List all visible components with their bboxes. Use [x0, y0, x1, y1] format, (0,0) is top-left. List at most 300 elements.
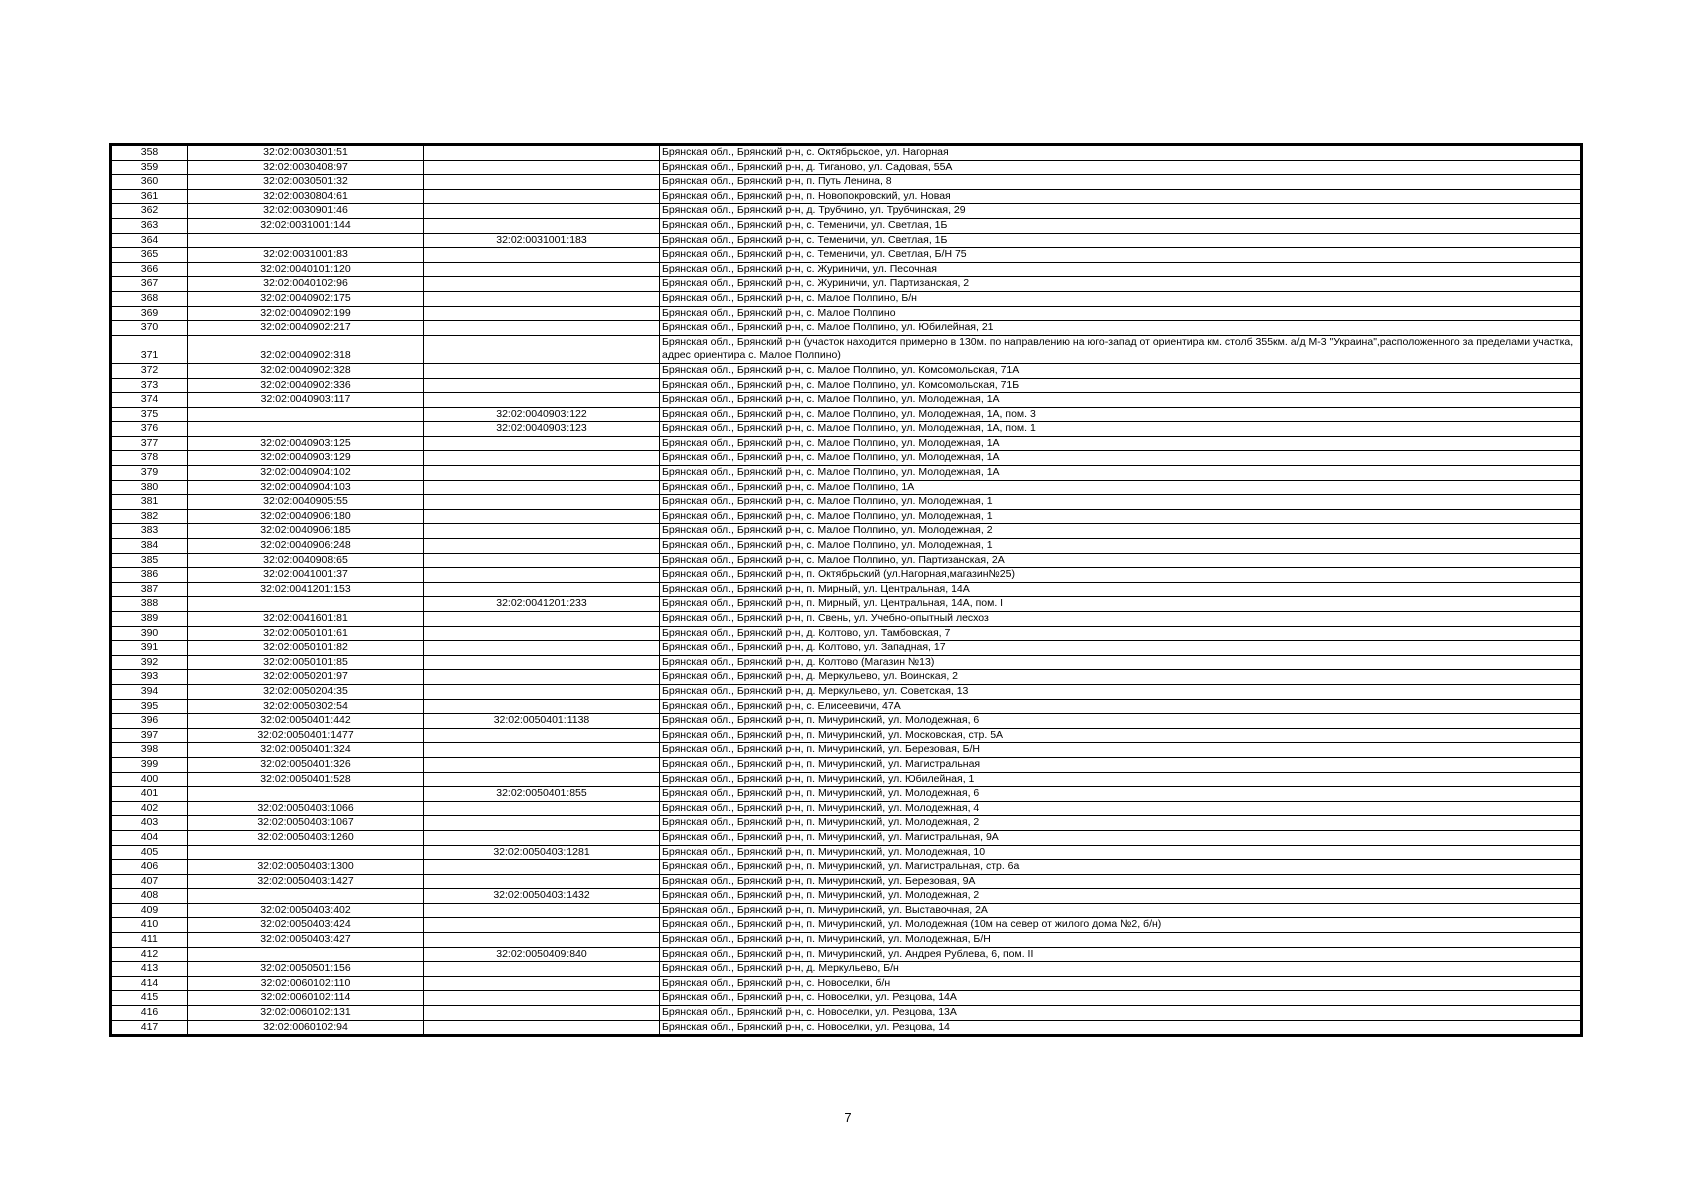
address-cell: Брянская обл., Брянский р-н, с. Малое Полпино [660, 306, 1581, 321]
address-cell: Брянская обл., Брянский р-н, с. Малое Полпино, ул. Юбилейная, 21 [660, 321, 1581, 336]
table-row [112, 306, 1581, 321]
address-cell: Брянская обл., Брянский р-н, с. Малое Полпино, ул. Молодежная, 1А [660, 436, 1581, 451]
cadastral-number-cell: 32:02:0040906:185 [188, 524, 424, 539]
row-number-cell: 387 [112, 582, 188, 597]
address-cell: Брянская обл., Брянский р-н, п. Мирный, ул. Центральная, 14А [660, 582, 1581, 597]
room-cadastral-number-cell [424, 189, 660, 204]
cadastral-number-cell: 32:02:0040902:328 [188, 363, 424, 378]
row-number-cell: 398 [112, 743, 188, 758]
room-cadastral-number-cell [424, 743, 660, 758]
table-row [112, 436, 1581, 451]
cadastral-number-cell: 32:02:0040902:175 [188, 291, 424, 306]
table-row [112, 728, 1581, 743]
address-cell: Брянская обл., Брянский р-н, с. Елисеевичи, 47А [660, 699, 1581, 714]
table-row [112, 889, 1581, 904]
row-number-cell: 360 [112, 175, 188, 190]
address-cell: Брянская обл., Брянский р-н, с. Октябрьское, ул. Нагорная [660, 146, 1581, 161]
room-cadastral-number-cell [424, 670, 660, 685]
address-cell: Брянская обл., Брянский р-н, п. Мичуринский, ул. Выставочная, 2А [660, 903, 1581, 918]
room-cadastral-number-cell [424, 509, 660, 524]
cadastral-number-cell: 32:02:0050204:35 [188, 684, 424, 699]
table-row [112, 801, 1581, 816]
room-cadastral-number-cell [424, 262, 660, 277]
table-row [112, 816, 1581, 831]
room-cadastral-number-cell [424, 146, 660, 161]
cadastral-number-cell: 32:02:0040906:180 [188, 509, 424, 524]
cadastral-number-cell: 32:02:0030501:32 [188, 175, 424, 190]
row-number-cell: 414 [112, 976, 188, 991]
row-number-cell: 412 [112, 947, 188, 962]
table-row [112, 539, 1581, 554]
cadastral-number-cell: 32:02:0040904:103 [188, 480, 424, 495]
cadastral-number-cell: 32:02:0050403:1260 [188, 830, 424, 845]
cadastral-number-cell: 32:02:0040905:55 [188, 495, 424, 510]
row-number-cell: 405 [112, 845, 188, 860]
room-cadastral-number-cell: 32:02:0050403:1281 [424, 845, 660, 860]
address-cell: Брянская обл., Брянский р-н, с. Журиничи, ул. Песочная [660, 262, 1581, 277]
table-row [112, 146, 1581, 161]
cadastral-number-cell [188, 422, 424, 437]
row-number-cell: 378 [112, 451, 188, 466]
room-cadastral-number-cell [424, 524, 660, 539]
table-row [112, 787, 1581, 802]
address-cell: Брянская обл., Брянский р-н, д. Колтово, ул. Западная, 17 [660, 641, 1581, 656]
address-cell: Брянская обл., Брянский р-н, с. Малое Полпино, 1А [660, 480, 1581, 495]
room-cadastral-number-cell [424, 1020, 660, 1035]
row-number-cell: 371 [112, 335, 188, 363]
room-cadastral-number-cell: 32:02:0040903:122 [424, 407, 660, 422]
address-cell: Брянская обл., Брянский р-н, п. Мичуринский, ул. Молодежная (10м на север от жилого дома №2, б/н) [660, 918, 1581, 933]
room-cadastral-number-cell [424, 218, 660, 233]
room-cadastral-number-cell [424, 1006, 660, 1021]
table-row [112, 830, 1581, 845]
address-cell: Брянская обл., Брянский р-н, с. Новоселки, ул. Резцова, 14А [660, 991, 1581, 1006]
address-cell: Брянская обл., Брянский р-н, с. Малое Полпино, ул. Молодежная, 1А, пом. 1 [660, 422, 1581, 437]
row-number-cell: 415 [112, 991, 188, 1006]
address-cell: Брянская обл., Брянский р-н, с. Теменичи, ул. Светлая, 1Б [660, 233, 1581, 248]
table-row [112, 655, 1581, 670]
address-cell: Брянская обл., Брянский р-н, с. Новоселки, ул. Резцова, 14 [660, 1020, 1581, 1035]
cadastral-number-cell: 32:02:0040902:336 [188, 378, 424, 393]
row-number-cell: 411 [112, 933, 188, 948]
table-row [112, 684, 1581, 699]
row-number-cell: 417 [112, 1020, 188, 1035]
cadastral-number-cell [188, 233, 424, 248]
row-number-cell: 385 [112, 553, 188, 568]
room-cadastral-number-cell [424, 436, 660, 451]
row-number-cell: 373 [112, 378, 188, 393]
cadastral-number-cell: 32:02:0050501:156 [188, 962, 424, 977]
row-number-cell: 401 [112, 787, 188, 802]
row-number-cell: 399 [112, 757, 188, 772]
row-number-cell: 363 [112, 218, 188, 233]
address-cell: Брянская обл., Брянский р-н, с. Малое Полпино, Б/н [660, 291, 1581, 306]
room-cadastral-number-cell [424, 568, 660, 583]
row-number-cell: 365 [112, 248, 188, 263]
row-number-cell: 369 [112, 306, 188, 321]
table-row [112, 933, 1581, 948]
row-number-cell: 372 [112, 363, 188, 378]
cadastral-number-cell: 32:02:0040101:120 [188, 262, 424, 277]
row-number-cell: 384 [112, 539, 188, 554]
table-row [112, 480, 1581, 495]
table-body [112, 146, 1581, 1035]
cadastral-number-cell: 32:02:0041201:153 [188, 582, 424, 597]
row-number-cell: 394 [112, 684, 188, 699]
room-cadastral-number-cell [424, 612, 660, 627]
room-cadastral-number-cell [424, 480, 660, 495]
row-number-cell: 393 [112, 670, 188, 685]
room-cadastral-number-cell: 32:02:0050401:855 [424, 787, 660, 802]
table-row [112, 582, 1581, 597]
cadastral-number-cell: 32:02:0030408:97 [188, 160, 424, 175]
cadastral-number-cell: 32:02:0041601:81 [188, 612, 424, 627]
room-cadastral-number-cell [424, 495, 660, 510]
address-cell: Брянская обл., Брянский р-н, с. Малое Полпино, ул. Молодежная, 1А [660, 466, 1581, 481]
address-cell: Брянская обл., Брянский р-н, д. Колтово (Магазин №13) [660, 655, 1581, 670]
room-cadastral-number-cell [424, 160, 660, 175]
cadastral-number-cell: 32:02:0040906:248 [188, 539, 424, 554]
table-row [112, 277, 1581, 292]
row-number-cell: 366 [112, 262, 188, 277]
row-number-cell: 390 [112, 626, 188, 641]
room-cadastral-number-cell [424, 655, 660, 670]
address-cell: Брянская обл., Брянский р-н, с. Малое Полпино, ул. Комсомольская, 71А [660, 363, 1581, 378]
row-number-cell: 395 [112, 699, 188, 714]
table-row [112, 553, 1581, 568]
table-row [112, 918, 1581, 933]
table-row [112, 524, 1581, 539]
cadastral-number-cell: 32:02:0050101:61 [188, 626, 424, 641]
cadastral-number-cell: 32:02:0040903:125 [188, 436, 424, 451]
room-cadastral-number-cell [424, 335, 660, 363]
row-number-cell: 367 [112, 277, 188, 292]
table-row [112, 160, 1581, 175]
room-cadastral-number-cell [424, 699, 660, 714]
cadastral-number-cell [188, 889, 424, 904]
address-cell: Брянская обл., Брянский р-н, с. Малое Полпино, ул. Молодежная, 1А [660, 393, 1581, 408]
cadastral-number-cell: 32:02:0050101:82 [188, 641, 424, 656]
table-row [112, 670, 1581, 685]
table-row [112, 699, 1581, 714]
room-cadastral-number-cell [424, 451, 660, 466]
room-cadastral-number-cell [424, 801, 660, 816]
room-cadastral-number-cell [424, 991, 660, 1006]
address-cell: Брянская обл., Брянский р-н, с. Малое Полпино, ул. Молодежная, 1 [660, 495, 1581, 510]
cadastral-number-cell: 32:02:0050403:427 [188, 933, 424, 948]
row-number-cell: 376 [112, 422, 188, 437]
room-cadastral-number-cell [424, 874, 660, 889]
room-cadastral-number-cell [424, 918, 660, 933]
cadastral-number-cell: 32:02:0040903:117 [188, 393, 424, 408]
room-cadastral-number-cell [424, 306, 660, 321]
address-cell: Брянская обл., Брянский р-н, п. Мичуринский, ул. Молодежная, 2 [660, 889, 1581, 904]
row-number-cell: 400 [112, 772, 188, 787]
row-number-cell: 402 [112, 801, 188, 816]
address-cell: Брянская обл., Брянский р-н, п. Мирный, ул. Центральная, 14А, пом. I [660, 597, 1581, 612]
address-cell: Брянская обл., Брянский р-н, п. Мичуринский, ул. Молодежная, 6 [660, 787, 1581, 802]
address-cell: Брянская обл., Брянский р-н, с. Малое Полпино, ул. Партизанская, 2А [660, 553, 1581, 568]
room-cadastral-number-cell [424, 976, 660, 991]
row-number-cell: 386 [112, 568, 188, 583]
row-number-cell: 409 [112, 903, 188, 918]
table-row [112, 262, 1581, 277]
room-cadastral-number-cell: 32:02:0050409:840 [424, 947, 660, 962]
address-cell: Брянская обл., Брянский р-н, п. Свень, ул. Учебно-опытный лесхоз [660, 612, 1581, 627]
cadastral-number-cell: 32:02:0050403:1427 [188, 874, 424, 889]
room-cadastral-number-cell [424, 728, 660, 743]
row-number-cell: 361 [112, 189, 188, 204]
address-cell: Брянская обл., Брянский р-н, п. Мичуринский, ул. Березовая, 9А [660, 874, 1581, 889]
row-number-cell: 368 [112, 291, 188, 306]
table-row [112, 466, 1581, 481]
room-cadastral-number-cell [424, 248, 660, 263]
address-cell: Брянская обл., Брянский р-н (участок находится примерно в 130м. по направлению на юго-запад от ориентира км. столб 355км. а/д М-3 "Украина",расположенного за пределами участка, адрес ориентира с. Малое Полпино) [660, 335, 1581, 363]
row-number-cell: 416 [112, 1006, 188, 1021]
cadastral-number-cell: 32:02:0040902:318 [188, 335, 424, 363]
room-cadastral-number-cell [424, 553, 660, 568]
address-cell: Брянская обл., Брянский р-н, п. Мичуринский, ул. Молодежная, 2 [660, 816, 1581, 831]
room-cadastral-number-cell [424, 860, 660, 875]
address-cell: Брянская обл., Брянский р-н, с. Новоселки, б/н [660, 976, 1581, 991]
cadastral-number-cell: 32:02:0050403:424 [188, 918, 424, 933]
room-cadastral-number-cell [424, 962, 660, 977]
room-cadastral-number-cell: 32:02:0040903:123 [424, 422, 660, 437]
address-cell: Брянская обл., Брянский р-н, п. Мичуринский, ул. Березовая, Б/Н [660, 743, 1581, 758]
cadastral-number-cell: 32:02:0030301:51 [188, 146, 424, 161]
cadastral-number-cell [188, 947, 424, 962]
row-number-cell: 377 [112, 436, 188, 451]
address-cell: Брянская обл., Брянский р-н, с. Теменичи, ул. Светлая, Б/Н 75 [660, 248, 1581, 263]
cadastral-number-cell: 32:02:0040903:129 [188, 451, 424, 466]
table-row [112, 947, 1581, 962]
room-cadastral-number-cell: 32:02:0031001:183 [424, 233, 660, 248]
table-row [112, 509, 1581, 524]
cadastral-number-cell: 32:02:0050401:326 [188, 757, 424, 772]
address-cell: Брянская обл., Брянский р-н, с. Журиничи, ул. Партизанская, 2 [660, 277, 1581, 292]
cadastral-number-cell: 32:02:0040102:96 [188, 277, 424, 292]
row-number-cell: 406 [112, 860, 188, 875]
room-cadastral-number-cell [424, 204, 660, 219]
table-row [112, 291, 1581, 306]
table-row [112, 422, 1581, 437]
room-cadastral-number-cell [424, 582, 660, 597]
cadastral-number-cell: 32:02:0031001:83 [188, 248, 424, 263]
table-row [112, 903, 1581, 918]
cadastral-number-cell: 32:02:0040902:217 [188, 321, 424, 336]
room-cadastral-number-cell: 32:02:0050403:1432 [424, 889, 660, 904]
table-row [112, 597, 1581, 612]
address-cell: Брянская обл., Брянский р-н, с. Теменичи, ул. Светлая, 1Б [660, 218, 1581, 233]
table-row [112, 991, 1581, 1006]
row-number-cell: 396 [112, 714, 188, 729]
cadastral-number-cell: 32:02:0040908:65 [188, 553, 424, 568]
table-row [112, 363, 1581, 378]
row-number-cell: 379 [112, 466, 188, 481]
table-row [112, 248, 1581, 263]
address-cell: Брянская обл., Брянский р-н, п. Мичуринский, ул. Магистральная, 9А [660, 830, 1581, 845]
row-number-cell: 391 [112, 641, 188, 656]
address-cell: Брянская обл., Брянский р-н, с. Малое Полпино, ул. Молодежная, 1А [660, 451, 1581, 466]
address-cell: Брянская обл., Брянский р-н, п. Мичуринский, ул. Молодежная, 10 [660, 845, 1581, 860]
table-row [112, 204, 1581, 219]
room-cadastral-number-cell [424, 757, 660, 772]
table-row [112, 860, 1581, 875]
cadastral-number-cell: 32:02:0050401:1477 [188, 728, 424, 743]
table-row [112, 189, 1581, 204]
address-cell: Брянская обл., Брянский р-н, д. Меркульево, Б/н [660, 962, 1581, 977]
cadastral-number-cell: 32:02:0050101:85 [188, 655, 424, 670]
cadastral-number-cell: 32:02:0031001:144 [188, 218, 424, 233]
table-row [112, 743, 1581, 758]
address-cell: Брянская обл., Брянский р-н, п. Мичуринский, ул. Андрея Рублева, 6, пом. II [660, 947, 1581, 962]
property-table-sheet [109, 143, 1583, 1037]
cadastral-number-cell: 32:02:0050403:1300 [188, 860, 424, 875]
room-cadastral-number-cell [424, 772, 660, 787]
cadastral-number-cell: 32:02:0050401:324 [188, 743, 424, 758]
room-cadastral-number-cell [424, 291, 660, 306]
cadastral-number-cell: 32:02:0060102:131 [188, 1006, 424, 1021]
address-cell: Брянская обл., Брянский р-н, с. Малое Полпино, ул. Молодежная, 1А, пом. 3 [660, 407, 1581, 422]
room-cadastral-number-cell [424, 378, 660, 393]
address-cell: Брянская обл., Брянский р-н, д. Колтово, ул. Тамбовская, 7 [660, 626, 1581, 641]
table-row [112, 321, 1581, 336]
table-row [112, 378, 1581, 393]
cadastral-number-cell: 32:02:0060102:110 [188, 976, 424, 991]
table-row [112, 626, 1581, 641]
room-cadastral-number-cell [424, 933, 660, 948]
table-row [112, 1006, 1581, 1021]
page-number: 7 [844, 1110, 852, 1125]
cadastral-number-cell: 32:02:0050302:54 [188, 699, 424, 714]
room-cadastral-number-cell [424, 816, 660, 831]
address-cell: Брянская обл., Брянский р-н, с. Малое Полпино, ул. Молодежная, 1 [660, 509, 1581, 524]
cadastral-number-cell: 32:02:0060102:114 [188, 991, 424, 1006]
room-cadastral-number-cell [424, 466, 660, 481]
row-number-cell: 407 [112, 874, 188, 889]
cadastral-number-cell: 32:02:0050401:528 [188, 772, 424, 787]
room-cadastral-number-cell [424, 539, 660, 554]
cadastral-number-cell [188, 407, 424, 422]
row-number-cell: 358 [112, 146, 188, 161]
cadastral-number-cell: 32:02:0060102:94 [188, 1020, 424, 1035]
row-number-cell: 364 [112, 233, 188, 248]
table-row [112, 1020, 1581, 1035]
row-number-cell: 404 [112, 830, 188, 845]
address-cell: Брянская обл., Брянский р-н, с. Новоселки, ул. Резцова, 13А [660, 1006, 1581, 1021]
address-cell: Брянская обл., Брянский р-н, п. Мичуринский, ул. Молодежная, 4 [660, 801, 1581, 816]
cadastral-number-cell: 32:02:0040904:102 [188, 466, 424, 481]
row-number-cell: 388 [112, 597, 188, 612]
table-row [112, 175, 1581, 190]
table-row [112, 714, 1581, 729]
cadastral-number-cell: 32:02:0050403:1066 [188, 801, 424, 816]
room-cadastral-number-cell [424, 626, 660, 641]
table-row [112, 641, 1581, 656]
room-cadastral-number-cell [424, 830, 660, 845]
table-row [112, 233, 1581, 248]
row-number-cell: 375 [112, 407, 188, 422]
room-cadastral-number-cell: 32:02:0050401:1138 [424, 714, 660, 729]
cadastral-number-cell: 32:02:0050201:97 [188, 670, 424, 685]
cadastral-number-cell: 32:02:0050403:1067 [188, 816, 424, 831]
address-cell: Брянская обл., Брянский р-н, с. Малое Полпино, ул. Комсомольская, 71Б [660, 378, 1581, 393]
row-number-cell: 392 [112, 655, 188, 670]
room-cadastral-number-cell [424, 393, 660, 408]
row-number-cell: 382 [112, 509, 188, 524]
table-row [112, 393, 1581, 408]
row-number-cell: 381 [112, 495, 188, 510]
cadastral-number-cell [188, 845, 424, 860]
table-row [112, 568, 1581, 583]
row-number-cell: 389 [112, 612, 188, 627]
table-row [112, 845, 1581, 860]
address-cell: Брянская обл., Брянский р-н, д. Трубчино, ул. Трубчинская, 29 [660, 204, 1581, 219]
address-cell: Брянская обл., Брянский р-н, п. Мичуринский, ул. Молодежная, 6 [660, 714, 1581, 729]
room-cadastral-number-cell: 32:02:0041201:233 [424, 597, 660, 612]
address-cell: Брянская обл., Брянский р-н, п. Мичуринский, ул. Московская, стр. 5А [660, 728, 1581, 743]
address-cell: Брянская обл., Брянский р-н, п. Путь Ленина, 8 [660, 175, 1581, 190]
row-number-cell: 374 [112, 393, 188, 408]
row-number-cell: 359 [112, 160, 188, 175]
cadastral-number-cell [188, 597, 424, 612]
row-number-cell: 383 [112, 524, 188, 539]
table-row [112, 495, 1581, 510]
cadastral-number-cell: 32:02:0030901:46 [188, 204, 424, 219]
row-number-cell: 410 [112, 918, 188, 933]
cadastral-number-cell [188, 787, 424, 802]
table-row [112, 874, 1581, 889]
address-cell: Брянская обл., Брянский р-н, п. Мичуринский, ул. Юбилейная, 1 [660, 772, 1581, 787]
address-cell: Брянская обл., Брянский р-н, п. Новопокровский, ул. Новая [660, 189, 1581, 204]
row-number-cell: 362 [112, 204, 188, 219]
room-cadastral-number-cell [424, 641, 660, 656]
address-cell: Брянская обл., Брянский р-н, с. Малое Полпино, ул. Молодежная, 1 [660, 539, 1581, 554]
cadastral-number-cell: 32:02:0030804:61 [188, 189, 424, 204]
row-number-cell: 403 [112, 816, 188, 831]
table-row [112, 218, 1581, 233]
table-row [112, 772, 1581, 787]
address-cell: Брянская обл., Брянский р-н, д. Меркульево, ул. Советская, 13 [660, 684, 1581, 699]
row-number-cell: 413 [112, 962, 188, 977]
table-row [112, 976, 1581, 991]
address-cell: Брянская обл., Брянский р-н, п. Мичуринский, ул. Молодежная, Б/Н [660, 933, 1581, 948]
table-row [112, 407, 1581, 422]
address-cell: Брянская обл., Брянский р-н, п. Мичуринский, ул. Магистральная [660, 757, 1581, 772]
address-cell: Брянская обл., Брянский р-н, с. Малое Полпино, ул. Молодежная, 2 [660, 524, 1581, 539]
address-cell: Брянская обл., Брянский р-н, д. Тиганово, ул. Садовая, 55А [660, 160, 1581, 175]
row-number-cell: 380 [112, 480, 188, 495]
row-number-cell: 370 [112, 321, 188, 336]
table-row [112, 612, 1581, 627]
address-cell: Брянская обл., Брянский р-н, п. Мичуринский, ул. Магистральная, стр. 6а [660, 860, 1581, 875]
cadastral-number-cell: 32:02:0041001:37 [188, 568, 424, 583]
room-cadastral-number-cell [424, 684, 660, 699]
room-cadastral-number-cell [424, 903, 660, 918]
property-table [111, 145, 1581, 1035]
room-cadastral-number-cell [424, 277, 660, 292]
room-cadastral-number-cell [424, 363, 660, 378]
cadastral-number-cell: 32:02:0050403:402 [188, 903, 424, 918]
table-row [112, 962, 1581, 977]
cadastral-number-cell: 32:02:0050401:442 [188, 714, 424, 729]
room-cadastral-number-cell [424, 321, 660, 336]
table-row [112, 451, 1581, 466]
table-row [112, 757, 1581, 772]
row-number-cell: 397 [112, 728, 188, 743]
room-cadastral-number-cell [424, 175, 660, 190]
address-cell: Брянская обл., Брянский р-н, д. Меркульево, ул. Воинская, 2 [660, 670, 1581, 685]
